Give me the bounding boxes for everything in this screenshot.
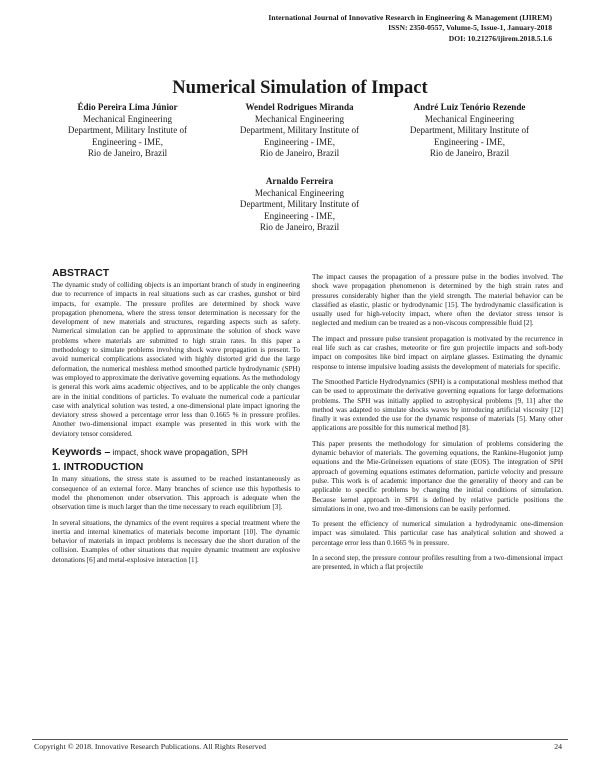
- author-block-1: [40, 102, 215, 160]
- author-block-3: [382, 102, 557, 160]
- journal-name: International Journal of Innovative Research in Engineering & Management (IJIREM): [268, 13, 552, 22]
- author-affiliation: Engineering - IME,: [92, 136, 163, 147]
- body-paragraph: This paper presents the methodology for simulation of problems considering the dynamic behavior of materials. The governing equations, the Rankine-Hugoniot jump equations and the Mie-Grüneissen equations of state (EOS). The integration of SPH approach of governing equations estimates deformation, particle velocity and pressure pulse. This work is of academic importance due the generality of theory and can be applicable to specific problems by changing the initial conditions of simulation. Because kernel approach in SPH is defined by relative particle positions the simulations in one, two and tree-dimensions can be easily performed.: [312, 439, 563, 513]
- body-paragraph: To present the efficiency of numerical simulation a hydrodynamic one-dimension impact was simulated. This particular case has analytical solution and showed a percentage error less than 0.1665 % in pressure.: [312, 520, 563, 547]
- body-paragraph: In a second step, the pressure contour profiles resulting from a two-dimensional impact are presented, in which a flat projectile: [312, 554, 563, 572]
- keywords-list: impact, shock wave propagation, SPH: [110, 448, 248, 458]
- author-name: André Luiz Tenório Rezende: [413, 102, 526, 112]
- author-affiliation: Engineering - IME,: [264, 210, 335, 221]
- author-affiliation: Engineering - IME,: [434, 136, 505, 147]
- author-block-2: [212, 102, 387, 160]
- author-location: Rio de Janeiro, Brazil: [259, 222, 340, 233]
- keywords: [52, 448, 300, 457]
- body-paragraph: The Smoothed Particle Hydrodynamics (SPH) is a computational meshless method that can be used to approximate the derivative governing equations for large deformations problems. The SPH was initially applied to astrophysical problems [9, 11] after the method was adapted to simulate shocks waves by introducing artificial viscosity [12] finally it was extended the use for the dynamic response of materials [5]. Many other applications are possible for this numerical method [8].: [312, 377, 563, 433]
- journal-doi: DOI: 10.21276/ijirem.2018.5.1.6: [448, 33, 552, 43]
- author-affiliation: Mechanical Engineering: [424, 113, 515, 124]
- author-affiliation: Mechanical Engineering: [82, 113, 173, 124]
- footer-divider: [32, 739, 568, 740]
- journal-issn: ISSN: 2350-0557, Volume-5, Issue-1, January-2018: [388, 23, 552, 33]
- paper-title: Numerical Simulation of Impact: [172, 78, 428, 98]
- author-affiliation: Department, Military Institute of: [67, 125, 188, 136]
- abstract-heading: ABSTRACT: [52, 268, 110, 279]
- left-column: [52, 268, 300, 571]
- body-paragraph: The impact and pressure pulse transient propagation is motivated by the recurrence in real life such as car crashes, meteorite or fire gun projectile impacts and soft-body impact on composites like bird impact on airplane glasses. Estimating the dynamic response to intense impulsive loading assists the development of materials for specific.: [312, 334, 563, 371]
- author-name: Arnaldo Ferreira: [265, 176, 334, 186]
- author-location: Rio de Janeiro, Brazil: [259, 148, 340, 159]
- author-block-4: [212, 176, 387, 234]
- right-column: [312, 273, 563, 579]
- journal-header: [268, 13, 552, 44]
- author-affiliation: Department, Military Institute of: [239, 199, 360, 210]
- author-affiliation: Mechanical Engineering: [254, 113, 345, 124]
- intro-paragraph: In several situations, the dynamics of the event requires a special treatment where the inertia and internal kinematics of materials become important [10]. The dynamic behavior of materials in impact problems is necessary due the short duration of the collision. Examples of other situations that require dynamic treatment are explosive detonations [6] and metal-explosive interaction [1].: [52, 518, 300, 564]
- author-affiliation: Engineering - IME,: [264, 136, 335, 147]
- abstract-text: The dynamic study of colliding objects is an important branch of study in engineering due to recurrence of impacts in real situations such as car crashes, gunshot or bird impacts, for example. The pressure profiles are determined by shock wave propagation phenomena, where the stress tensor determination is necessary for the development of new materials and structures, regarding aspects such as safety. Numerical simulation can be applied to approximate the solution of shock wave problems where materials are submitted to high strain rates. In this paper a methodology to simulate problems involving shock wave propagation is present. To avoid numerical complications associated with highly distorted grid due the large deformation, the numerical meshless method smoothed particle hydrodynamic (SPH) was employed to approximate the derivative governing equations. As the methodology is general this work aims academic objectives, and to be applicable the only changes are in the initial conditions of particles. To evaluate the numerical code a particular case with analytical solution was tested, a one-dimensional plate impact ignoring the deviatory stress showed a percentage error less than 0.1665 % in pressure profiles. Another two-dimensional impact example was presented in this work with the deviatory tensor considered.: [52, 281, 300, 438]
- introduction-heading: 1. INTRODUCTION: [52, 462, 144, 474]
- page-number: 24: [554, 742, 562, 751]
- author-affiliation: Department, Military Institute of: [409, 125, 530, 136]
- body-paragraph: The impact causes the propagation of a pressure pulse in the bodies involved. The shock wave propagation phenomenon is determined by the high strain rates and pressures considerably higher than the yield strength. The material behavior can be classified as elastic, plastic or hydrodynamic [15]. The hydrodynamic classification is usually used for high-velocity impact, where often the deviator stress tensor is neglected and medium can be treated as a non-viscous compressible fluid [2].: [312, 273, 563, 328]
- author-location: Rio de Janeiro, Brazil: [429, 148, 510, 159]
- author-affiliation: Mechanical Engineering: [254, 187, 345, 198]
- author-name: Wendel Rodrigues Miranda: [245, 102, 354, 112]
- page-footer: [34, 742, 562, 751]
- author-affiliation: Department, Military Institute of: [239, 125, 360, 136]
- author-location: Rio de Janeiro, Brazil: [87, 148, 168, 159]
- keywords-label: Keywords –: [52, 447, 111, 459]
- intro-paragraph: In many situations, the stress state is assumed to be reached instantaneously as consequence of an external force. Many branches of science use this hypothesis to model the phenomenon under observation. This approach is adequate when the observation time is much larger than the time necessary to reach equilibrium [3].: [52, 475, 300, 512]
- author-name: Édio Pereira Lima Júnior: [77, 102, 178, 112]
- copyright-notice: Copyright © 2018. Innovative Research Publications. All Rights Reserved: [34, 742, 267, 751]
